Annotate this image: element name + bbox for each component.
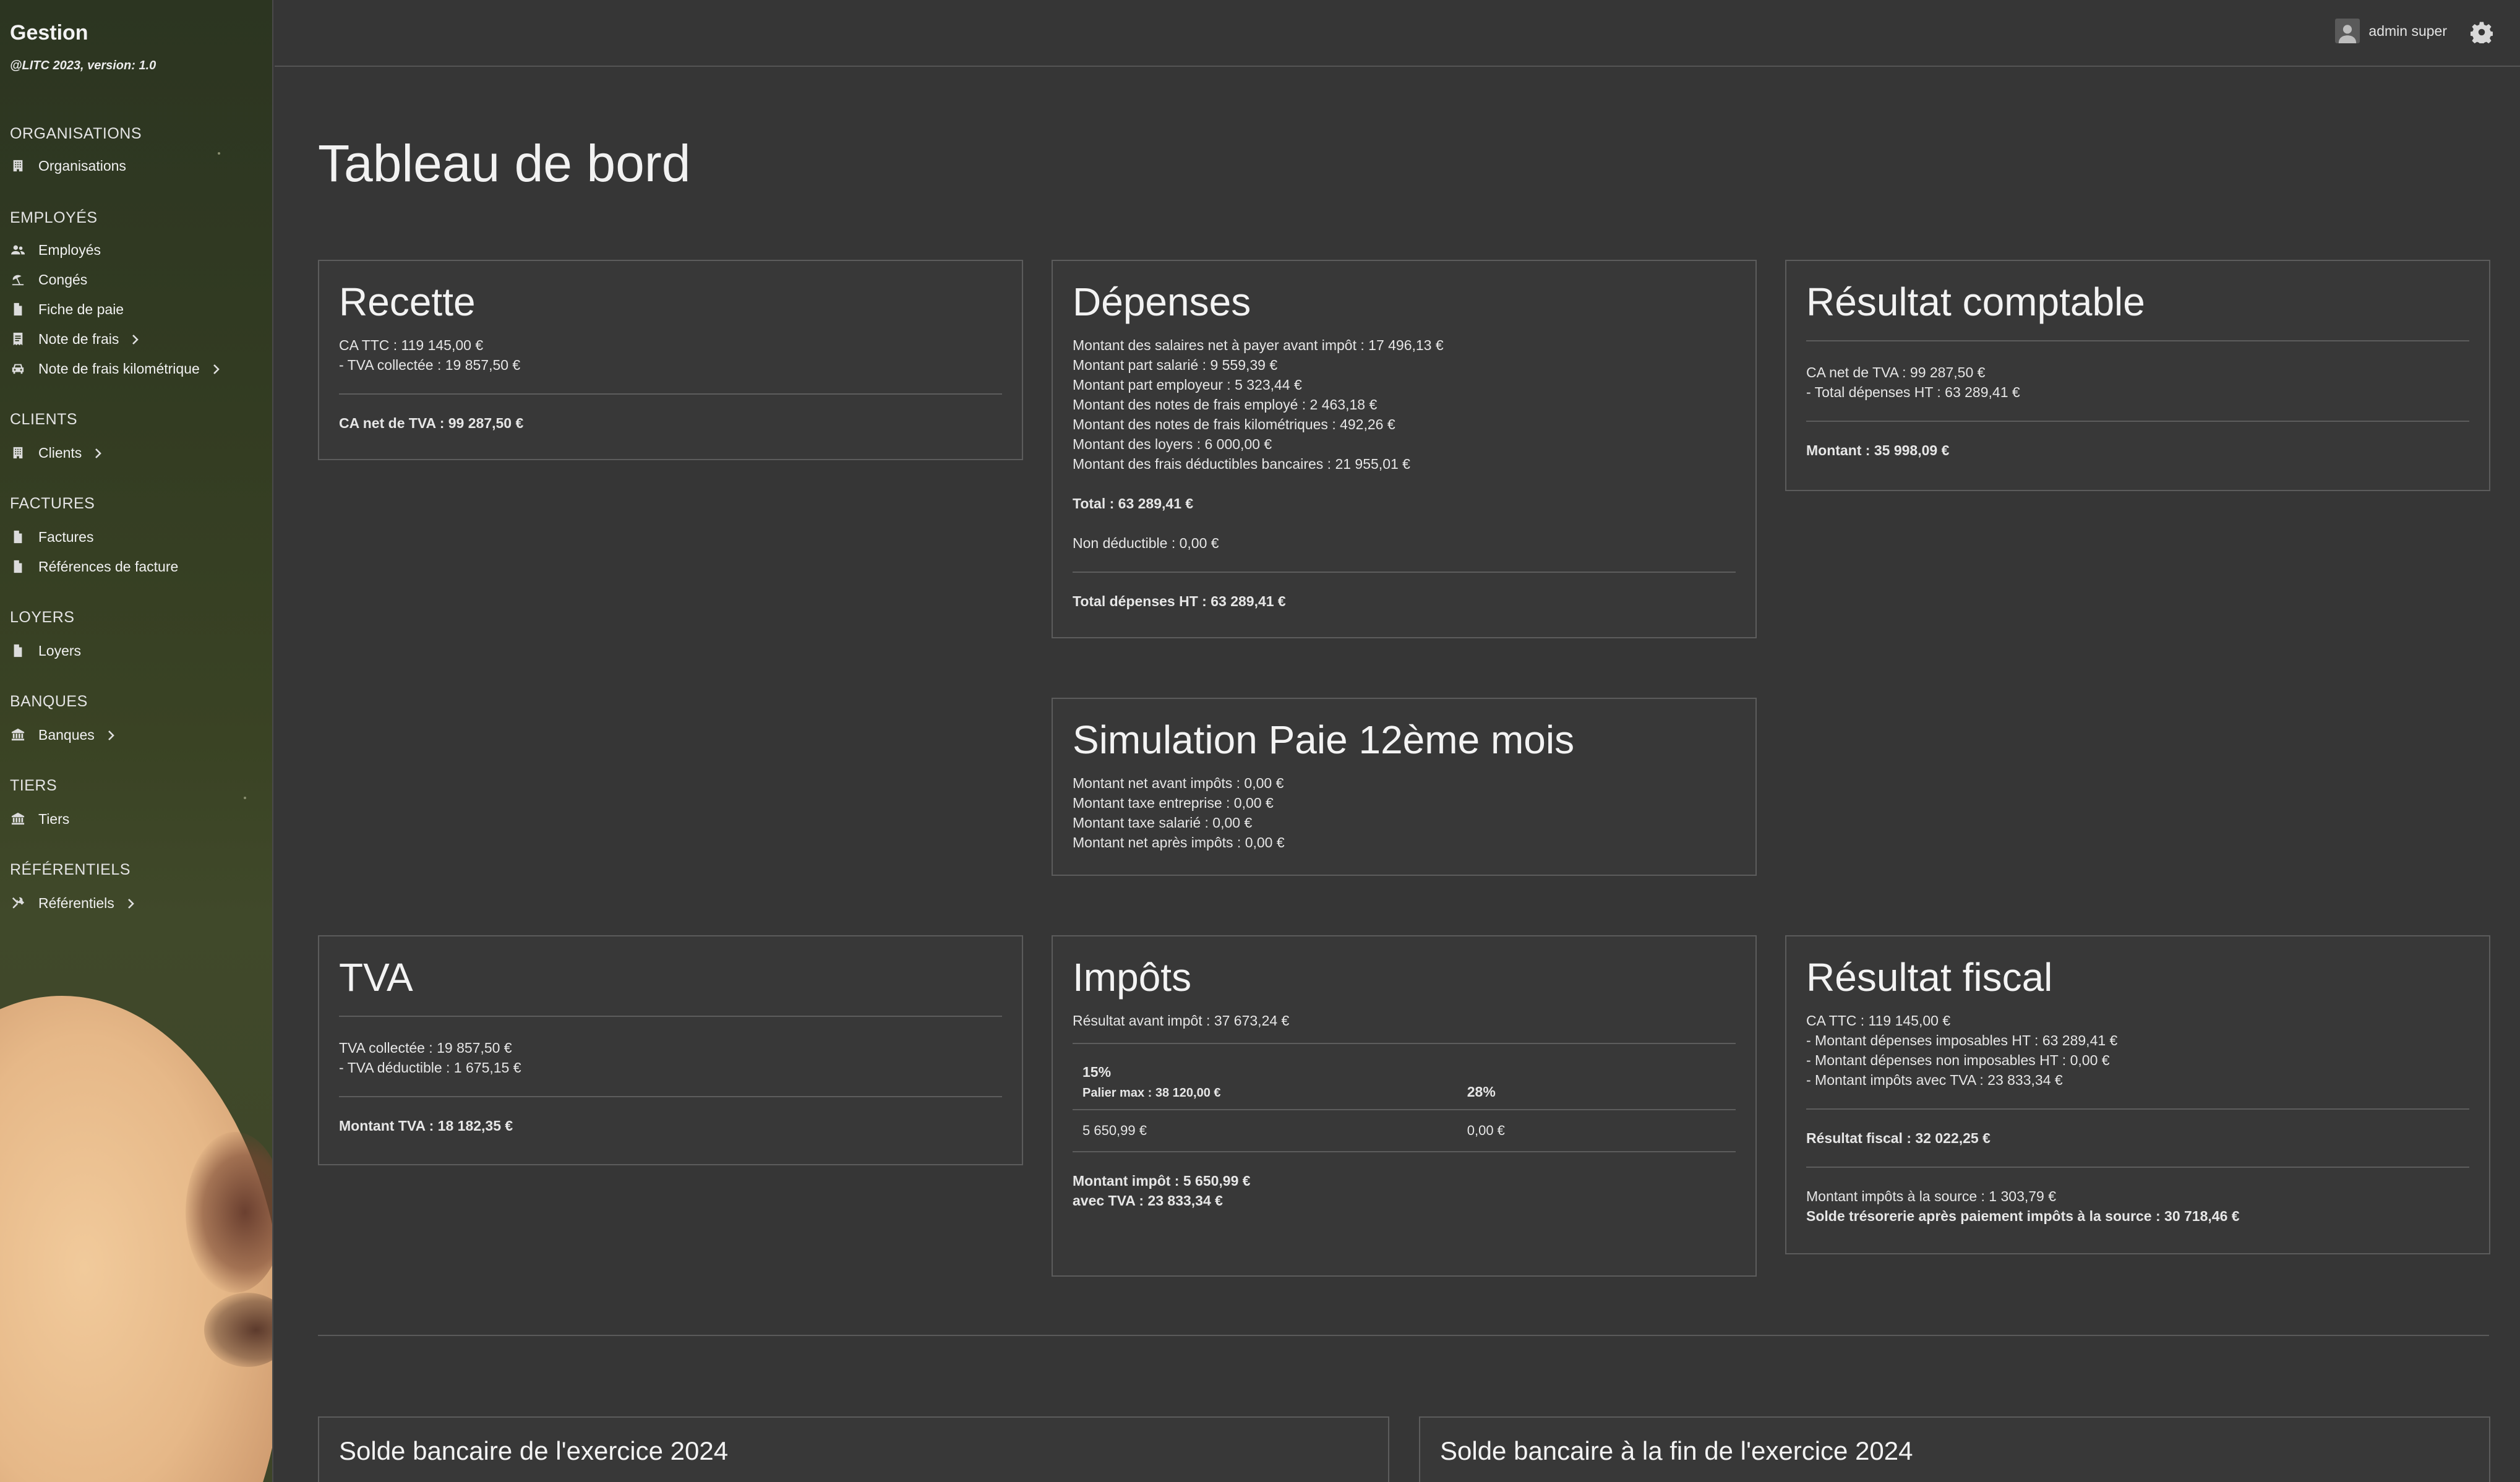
sidebar-item-note-de-frais[interactable] (11, 327, 141, 351)
ca-ttc: CA TTC : 119 145,00 € (339, 337, 484, 353)
card-impots (1052, 935, 1757, 1277)
tva-collectee: - TVA collectée : 19 857,50 € (339, 357, 521, 373)
sidebar-item-label: Loyers (38, 642, 82, 659)
card-tva (318, 935, 1023, 1165)
card-title: Dépenses (1073, 280, 1251, 324)
fiscal-line: CA TTC : 119 145,00 € (1806, 1013, 1951, 1029)
card-recette (318, 260, 1023, 460)
sidebar-item-label: Note de frais kilométrique (38, 360, 200, 377)
section-title-tiers: TIERS (10, 777, 58, 794)
divider (339, 1096, 1002, 1097)
chevron-right-icon (210, 362, 222, 375)
divider (1073, 572, 1736, 573)
divider (1806, 1167, 2469, 1168)
chevron-right-icon (129, 333, 141, 345)
card-simulation-paie (1052, 698, 1757, 876)
tax-brackets-table (1073, 1064, 1736, 1151)
depense-line: Montant des salaires net à payer avant impôt : 17 496,13 € (1073, 337, 1444, 353)
card-title: Solde bancaire de l'exercice 2024 (339, 1436, 729, 1465)
tax-rate-28: 28% (1467, 1084, 1496, 1100)
top-bar (275, 0, 2520, 67)
solde-tresorerie: Solde trésorerie après paiement impôts à la source : 30 718,46 € (1806, 1208, 2240, 1224)
sidebar-item-label: Factures (38, 528, 94, 545)
section-title-organisations: ORGANISATIONS (10, 125, 142, 142)
depense-line: Montant part salarié : 9 559,39 € (1073, 357, 1278, 373)
card-title: Recette (339, 280, 476, 324)
non-deductible: Non déductible : 0,00 € (1073, 535, 1219, 551)
table-cell (1457, 1064, 1736, 1110)
card-title: TVA (339, 955, 413, 1000)
chevron-right-icon (124, 897, 137, 909)
tva-deductible: - TVA déductible : 1 675,15 € (339, 1060, 521, 1076)
chevron-right-icon (92, 447, 104, 459)
divider (1073, 1151, 1736, 1152)
depense-line: Montant des notes de frais employé : 2 463,18 € (1073, 396, 1378, 413)
decor-dot (218, 152, 220, 155)
sidebar-item-clients[interactable] (11, 440, 104, 465)
depense-line: Montant part employeur : 5 323,44 € (1073, 377, 1302, 393)
divider (339, 1016, 1002, 1017)
bank-icon (11, 812, 25, 826)
card-title: Simulation Paie 12ème mois (1073, 717, 1575, 762)
sidebar-item-references-de-facture[interactable] (11, 554, 178, 579)
section-divider (318, 1335, 2489, 1336)
sidebar-item-conges[interactable] (11, 267, 87, 292)
gear-icon[interactable] (2471, 21, 2493, 43)
card-title: Impôts (1073, 955, 1192, 1000)
simulation-line: Montant net avant impôts : 0,00 € (1073, 775, 1284, 791)
tax-value-15: 5 650,99 € (1073, 1110, 1457, 1151)
resultat-avant-impot: Résultat avant impôt : 37 673,24 € (1073, 1013, 1290, 1029)
building-icon (11, 159, 25, 173)
sidebar-item-tiers[interactable] (11, 807, 69, 831)
sidebar (0, 0, 273, 1482)
section-title-banques: BANQUES (10, 693, 88, 710)
sidebar-item-loyers[interactable] (11, 638, 81, 663)
card-solde-bancaire-exercice (318, 1416, 1389, 1482)
card-resultat-fiscal (1785, 935, 2490, 1254)
car-icon (11, 362, 25, 375)
sidebar-item-label: Employés (38, 241, 101, 258)
sidebar-item-organisations[interactable] (11, 153, 126, 178)
fiscal-line: - Montant dépenses non imposables HT : 0,00 € (1806, 1052, 2110, 1068)
montant-tva: Montant TVA : 18 182,35 € (339, 1118, 513, 1134)
fiscal-line: - Montant impôts avec TVA : 23 833,34 € (1806, 1072, 2063, 1088)
divider (1806, 340, 2469, 341)
decor-dot (244, 797, 246, 799)
section-title-clients: CLIENTS (10, 411, 78, 428)
bank-icon (11, 728, 25, 742)
card-solde-bancaire-fin (1419, 1416, 2490, 1482)
tva-collectee: TVA collectée : 19 857,50 € (339, 1040, 512, 1056)
card-title: Résultat fiscal (1806, 955, 2053, 1000)
sidebar-item-label: Fiche de paie (38, 301, 124, 317)
section-title-factures: FACTURES (10, 495, 95, 512)
file-icon (11, 530, 25, 544)
total-depenses-ht: Total dépenses HT : 63 289,41 € (1073, 593, 1286, 609)
sidebar-item-label: Clients (38, 444, 82, 461)
sidebar-item-label: Note de frais (38, 330, 119, 347)
file-icon (11, 302, 25, 316)
sidebar-item-fiche-de-paie[interactable] (11, 297, 124, 322)
section-title-employes: EMPLOYÉS (10, 209, 98, 226)
sidebar-item-label: Organisations (38, 157, 126, 174)
divider (1806, 1108, 2469, 1110)
card-title: Résultat comptable (1806, 280, 2145, 324)
avatar (2335, 19, 2360, 43)
depense-line: Montant des frais déductibles bancaires : 21 955,01 € (1073, 456, 1410, 472)
tax-value-28: 0,00 € (1457, 1110, 1736, 1151)
sidebar-item-label: Références de facture (38, 558, 179, 575)
card-depenses (1052, 260, 1757, 638)
chevron-right-icon (105, 729, 117, 741)
sidebar-item-label: Banques (38, 726, 95, 743)
impot-avec-tva: avec TVA : 23 833,34 € (1073, 1193, 1223, 1209)
file-icon (11, 644, 25, 657)
section-title-referentiels: RÉFÉRENTIELS (10, 861, 131, 878)
card-title: Solde bancaire à la fin de l'exercice 2024 (1440, 1436, 1913, 1465)
sidebar-item-label: Congés (38, 271, 88, 288)
montant-resultat: Montant : 35 998,09 € (1806, 442, 1950, 458)
depense-line: Montant des notes de frais kilométriques : 492,26 € (1073, 416, 1395, 432)
divider (1073, 1043, 1736, 1044)
page-title: Tableau de bord (318, 134, 691, 192)
app-version: @LITC 2023, version: 1.0 (10, 59, 156, 72)
umbrella-beach-icon (11, 273, 25, 286)
ca-net-tva: CA net de TVA : 99 287,50 € (1806, 364, 1986, 380)
file-icon (11, 560, 25, 573)
simulation-line: Montant taxe salarié : 0,00 € (1073, 815, 1253, 831)
sidebar-item-banques[interactable] (11, 722, 117, 747)
depenses-total: Total : 63 289,41 € (1073, 495, 1194, 512)
ca-net-tva: CA net de TVA : 99 287,50 € (339, 415, 524, 431)
resultat-fiscal-value: Résultat fiscal : 32 022,25 € (1806, 1130, 1991, 1146)
table-cell (1073, 1064, 1457, 1110)
card-resultat-comptable (1785, 260, 2490, 491)
table-row (1073, 1064, 1736, 1110)
sidebar-item-label: Tiers (38, 810, 70, 827)
table-row (1073, 1110, 1736, 1151)
user-name: admin super (2368, 22, 2447, 39)
tax-palier: Palier max : 38 120,00 € (1082, 1086, 1221, 1100)
sidebar-item-label: Référentiels (38, 894, 114, 911)
simulation-line: Montant net après impôts : 0,00 € (1073, 834, 1285, 850)
divider (339, 393, 1002, 395)
sidebar-item-factures[interactable] (11, 525, 93, 549)
sidebar-item-referentiels[interactable] (11, 891, 137, 915)
sidebar-item-employes[interactable] (11, 238, 101, 262)
impots-source: Montant impôts à la source : 1 303,79 € (1806, 1188, 2057, 1204)
user-icon (2337, 22, 2358, 43)
tools-icon (11, 896, 25, 910)
users-icon (11, 243, 25, 257)
section-title-loyers: LOYERS (10, 609, 75, 626)
sidebar-item-note-de-frais-kilometrique[interactable] (11, 356, 222, 381)
tax-rate-15: 15% (1082, 1064, 1112, 1080)
building-icon (11, 446, 25, 460)
depense-line: Montant des loyers : 6 000,00 € (1073, 436, 1272, 452)
receipt-icon (11, 332, 25, 346)
app-brand[interactable]: Gestion (10, 21, 88, 45)
montant-impot: Montant impôt : 5 650,99 € (1073, 1173, 1251, 1189)
simulation-line: Montant taxe entreprise : 0,00 € (1073, 795, 1274, 811)
total-depenses: - Total dépenses HT : 63 289,41 € (1806, 384, 2020, 400)
divider (1806, 421, 2469, 422)
fiscal-line: - Montant dépenses imposables HT : 63 289,41 € (1806, 1032, 2118, 1048)
user-menu[interactable] (2335, 19, 2447, 43)
